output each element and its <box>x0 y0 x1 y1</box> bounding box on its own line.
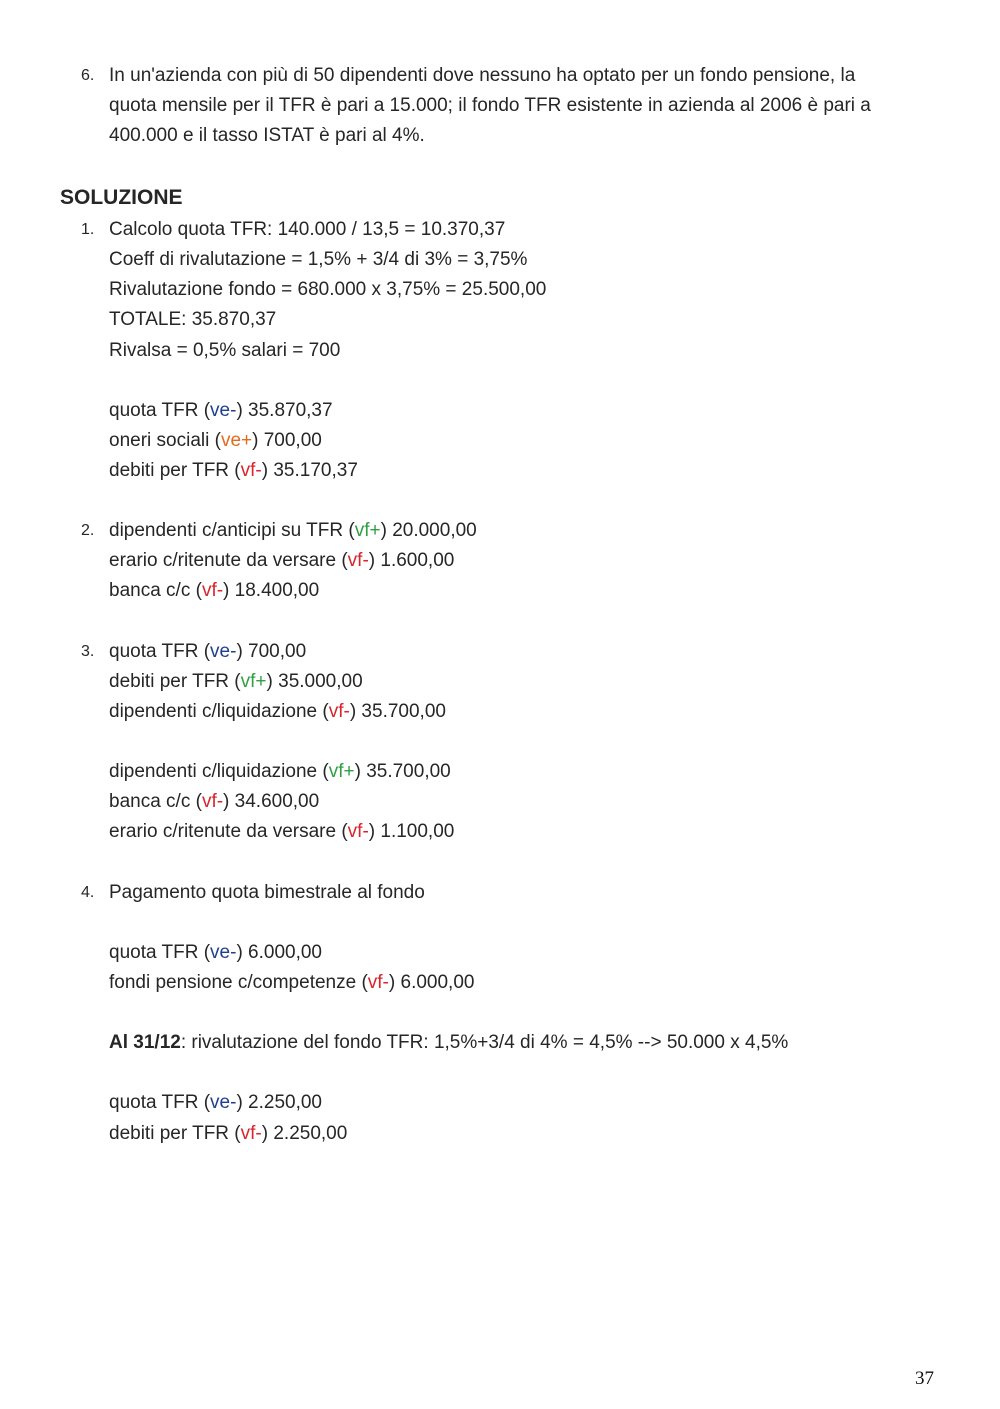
note-date: Al 31/12 <box>109 1032 181 1053</box>
exercise-text-line: In un'azienda con più di 50 dipendenti dove nessuno ha optato per un fondo pensione, la <box>109 65 856 86</box>
vf-minus-tag: vf- <box>347 821 369 842</box>
journal-entry: quota TFR (ve-) 35.870,37 <box>109 400 333 421</box>
calc-line: TOTALE: 35.870,37 <box>109 309 277 330</box>
calc-line: Rivalutazione fondo = 680.000 x 3,75% = 25.500,00 <box>109 279 547 300</box>
ve-plus-tag: ve+ <box>220 430 253 451</box>
journal-entry: debiti per TFR (vf-) 2.250,00 <box>109 1123 348 1144</box>
journal-entry: banca c/c (vf-) 34.600,00 <box>109 791 320 812</box>
exercise-text-line: quota mensile per il TFR è pari a 15.000; il fondo TFR esistente in azienda al 2006 è pari a <box>109 95 871 116</box>
ve-minus-tag: ve- <box>210 1092 237 1113</box>
vf-minus-tag: vf- <box>347 550 369 571</box>
vf-minus-tag: vf- <box>328 701 350 722</box>
section-title: Pagamento quota bimestrale al fondo <box>109 882 425 903</box>
vf-minus-tag: vf- <box>201 580 224 601</box>
calc-line: Coeff di rivalutazione = 1,5% + 3/4 di 3% = 3,75% <box>109 249 528 270</box>
list-number: 2. <box>81 522 95 539</box>
journal-entry: banca c/c (vf-) 18.400,00 <box>109 580 320 601</box>
vf-minus-tag: vf- <box>240 460 262 481</box>
list-number: 4. <box>81 884 95 901</box>
journal-entry: dipendenti c/liquidazione (vf-) 35.700,00 <box>109 701 446 722</box>
ve-minus-tag: ve- <box>210 942 237 963</box>
journal-entry: dipendenti c/liquidazione (vf+) 35.700,00 <box>109 761 451 782</box>
journal-entry: oneri sociali (ve+) 700,00 <box>109 430 322 451</box>
journal-entry: dipendenti c/anticipi su TFR (vf+) 20.000,00 <box>109 520 477 541</box>
list-number: 6. <box>81 67 95 84</box>
vf-minus-tag: vf- <box>367 972 389 993</box>
journal-entry: fondi pensione c/competenze (vf-) 6.000,00 <box>109 972 475 993</box>
ve-minus-tag: ve- <box>210 641 237 662</box>
ve-minus-tag: ve- <box>210 400 237 421</box>
vf-plus-tag: vf+ <box>328 761 355 782</box>
vf-minus-tag: vf- <box>240 1123 262 1144</box>
journal-entry: quota TFR (ve-) 2.250,00 <box>109 1092 323 1113</box>
vf-minus-tag: vf- <box>201 791 224 812</box>
page-number: 37 <box>915 1368 934 1389</box>
journal-entry: quota TFR (ve-) 700,00 <box>109 641 307 662</box>
vf-plus-tag: vf+ <box>240 671 267 692</box>
list-number: 3. <box>81 643 95 660</box>
list-number: 1. <box>81 221 95 238</box>
year-end-note: Al 31/12: rivalutazione del fondo TFR: 1,5%+3/4 di 4% = 4,5% --> 50.000 x 4,5% <box>109 1032 789 1053</box>
journal-entry: erario c/ritenute da versare (vf-) 1.600,00 <box>109 550 455 571</box>
calc-line: Rivalsa = 0,5% salari = 700 <box>109 340 341 361</box>
exercise-text-line: 400.000 e il tasso ISTAT è pari al 4%. <box>109 125 425 146</box>
vf-plus-tag: vf+ <box>354 520 381 541</box>
journal-entry: erario c/ritenute da versare (vf-) 1.100,00 <box>109 821 455 842</box>
journal-entry: quota TFR (ve-) 6.000,00 <box>109 942 323 963</box>
journal-entry: debiti per TFR (vf+) 35.000,00 <box>109 671 363 692</box>
calc-line: Calcolo quota TFR: 140.000 / 13,5 = 10.370,37 <box>109 219 506 240</box>
journal-entry: debiti per TFR (vf-) 35.170,37 <box>109 460 358 481</box>
solution-heading: SOLUZIONE <box>60 186 183 209</box>
